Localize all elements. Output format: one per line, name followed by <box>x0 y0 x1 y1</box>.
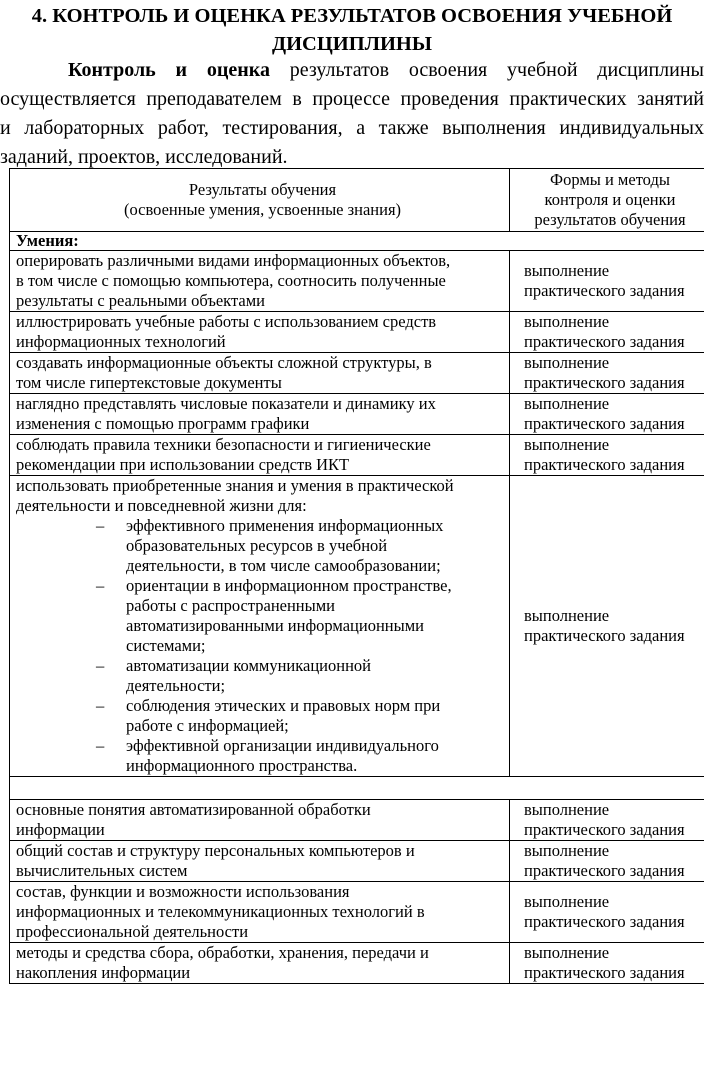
sub-item-text-line: системами; <box>126 636 206 655</box>
method-text-line: практического задания <box>524 332 685 351</box>
method-cell <box>510 251 704 312</box>
method-cell <box>510 353 704 394</box>
result-text-line: профессиональной деятельности <box>16 922 249 941</box>
header-methods-cell <box>510 169 704 232</box>
method-text-line: практического задания <box>524 861 685 880</box>
result-cell <box>10 312 510 353</box>
result-cell <box>10 435 510 476</box>
result-cell <box>10 476 510 777</box>
results-table <box>9 168 704 984</box>
header-results-line-2: (освоенные умения, усвоенные знания) <box>123 200 402 219</box>
sub-item-text-line: информационного пространства. <box>126 756 358 775</box>
result-text-line: вычислительных систем <box>16 861 188 880</box>
method-text-line: выполнение <box>524 312 610 331</box>
knowledge-rows <box>10 800 704 984</box>
result-cell <box>10 841 510 882</box>
result-text-line: методы и средства сбора, обработки, хранения, передачи и <box>16 943 429 962</box>
header-methods-line-3: результатов обучения <box>534 210 686 229</box>
method-cell <box>510 841 704 882</box>
result-text-line: рекомендации при использовании средств ИКТ <box>16 455 350 474</box>
header-results-cell <box>10 169 510 232</box>
sub-item-text-line: – эффективной организации индивидуального <box>126 736 439 755</box>
result-text-line: том числе гипертекстовые документы <box>16 373 282 392</box>
method-text-line: выполнение <box>524 800 610 819</box>
method-text-line: практического задания <box>524 963 685 982</box>
method-text-line: практического задания <box>524 414 685 433</box>
result-text-line: состав, функции и возможности использования <box>16 882 350 901</box>
method-text-line: выполнение <box>524 394 610 413</box>
section-heading <box>0 0 704 58</box>
sub-item-text-line: деятельности; <box>126 676 226 695</box>
method-text-line: практического задания <box>524 455 685 474</box>
sub-list-item <box>126 696 509 736</box>
result-text-line: изменения с помощью программ графики <box>16 414 310 433</box>
method-text-line: выполнение <box>524 261 610 280</box>
result-text-line: деятельности и повседневной жизни для: <box>16 496 307 515</box>
intro-line-4: заданий, проектов, исследований. <box>0 146 288 168</box>
method-text-line: выполнение <box>524 943 610 962</box>
sub-list-item <box>126 736 509 776</box>
method-cell <box>510 476 704 777</box>
empty-section-cell <box>10 777 704 800</box>
heading-line-2: ДИСЦИПЛИНЫ <box>272 33 432 55</box>
table-row <box>10 312 704 353</box>
table-row <box>10 882 704 943</box>
intro-bold-phrase: Контроль и оценка <box>68 59 270 81</box>
result-text-line: информации <box>16 820 105 839</box>
result-text-line: иллюстрировать учебные работы с использованием средств <box>16 312 437 331</box>
method-text-line: выполнение <box>524 435 610 454</box>
sub-item-text-line: – эффективного применения информационных <box>126 516 444 535</box>
sub-list-item <box>126 656 509 696</box>
method-text-line: выполнение <box>524 353 610 372</box>
method-cell <box>510 882 704 943</box>
result-text-line: соблюдать правила техники безопасности и гигиенические <box>16 435 431 454</box>
sub-list-item <box>126 516 509 576</box>
result-text-line: информационных технологий <box>16 332 226 351</box>
table-row <box>10 943 704 984</box>
method-text-line: практического задания <box>524 373 685 392</box>
result-cell <box>10 943 510 984</box>
sub-item-text-line: деятельности, в том числе самообразовании; <box>126 556 441 575</box>
result-text-line: накопления информации <box>16 963 191 982</box>
intro-line-3: и лабораторных работ, тестирования, а также выполнения индивидуальных <box>0 117 704 139</box>
result-text-line: в том числе с помощью компьютера, соотносить полученные <box>16 271 446 290</box>
result-text-line: основные понятия автоматизированной обработки <box>16 800 371 819</box>
table-row <box>10 800 704 841</box>
sub-list-item <box>126 576 509 656</box>
method-text-line: выполнение <box>524 606 610 625</box>
result-cell <box>10 882 510 943</box>
method-text-line: практического задания <box>524 281 685 300</box>
heading-line-1: 4. КОНТРОЛЬ И ОЦЕНКА РЕЗУЛЬТАТОВ ОСВОЕНИЯ УЧЕБНОЙ <box>31 5 673 27</box>
method-cell <box>510 943 704 984</box>
result-text-line: общий состав и структуру персональных компьютеров и <box>16 841 415 860</box>
result-text-line: результаты с реальными объектами <box>16 291 265 310</box>
sub-item-text-line: – соблюдения этических и правовых норм при <box>126 696 441 715</box>
result-text-line: информационных и телекоммуникационных технологий в <box>16 902 425 921</box>
table-row <box>10 841 704 882</box>
result-cell <box>10 251 510 312</box>
result-text-line: наглядно представлять числовые показатели и динамику их <box>16 394 436 413</box>
method-text-line: практического задания <box>524 626 685 645</box>
result-cell <box>10 800 510 841</box>
intro-paragraph <box>0 56 704 172</box>
empty-section-row <box>10 777 704 800</box>
sub-list <box>16 516 509 776</box>
sub-item-text-line: автоматизированными информационными <box>126 616 424 635</box>
method-text-line: практического задания <box>524 820 685 839</box>
method-text-line: практического задания <box>524 912 685 931</box>
result-cell <box>10 394 510 435</box>
table-row <box>10 394 704 435</box>
sub-item-text-line: – автоматизации коммуникационной <box>126 656 372 675</box>
table-row <box>10 353 704 394</box>
method-cell <box>510 394 704 435</box>
method-text-line: выполнение <box>524 892 610 911</box>
table-row <box>10 435 704 476</box>
result-text-line: использовать приобретенные знания и умения в практической <box>16 476 454 495</box>
result-text-line: оперировать различными видами информационных объектов, <box>16 251 451 270</box>
sub-item-text-line: образовательных ресурсов в учебной <box>126 536 388 555</box>
header-methods-line-1: Формы и методы <box>550 170 670 189</box>
sub-item-text-line: – ориентации в информационном пространстве, <box>126 576 452 595</box>
table-row <box>10 251 704 312</box>
sub-item-text-line: работе с информацией; <box>126 716 289 735</box>
intro-line-1-rest: результатов освоения учебной дисциплины <box>269 59 704 81</box>
sub-item-text-line: работы с распространенными <box>126 596 335 615</box>
method-text-line: выполнение <box>524 841 610 860</box>
result-cell <box>10 353 510 394</box>
method-cell <box>510 800 704 841</box>
table-header-row <box>10 169 704 232</box>
header-results-line-1: Результаты обучения <box>188 180 337 199</box>
intro-line-2: осуществляется преподавателем в процессе проведения практических занятий <box>0 88 704 110</box>
skill-rows <box>10 251 704 777</box>
section-label-skills: Умения: <box>10 232 704 251</box>
method-cell <box>510 312 704 353</box>
table-row <box>10 476 704 777</box>
intro-line-1 <box>0 56 704 85</box>
method-cell <box>510 435 704 476</box>
section-row-skills <box>10 232 704 251</box>
result-text-line: создавать информационные объекты сложной структуры, в <box>16 353 432 372</box>
header-methods-line-2: контроля и оценки <box>544 190 676 209</box>
